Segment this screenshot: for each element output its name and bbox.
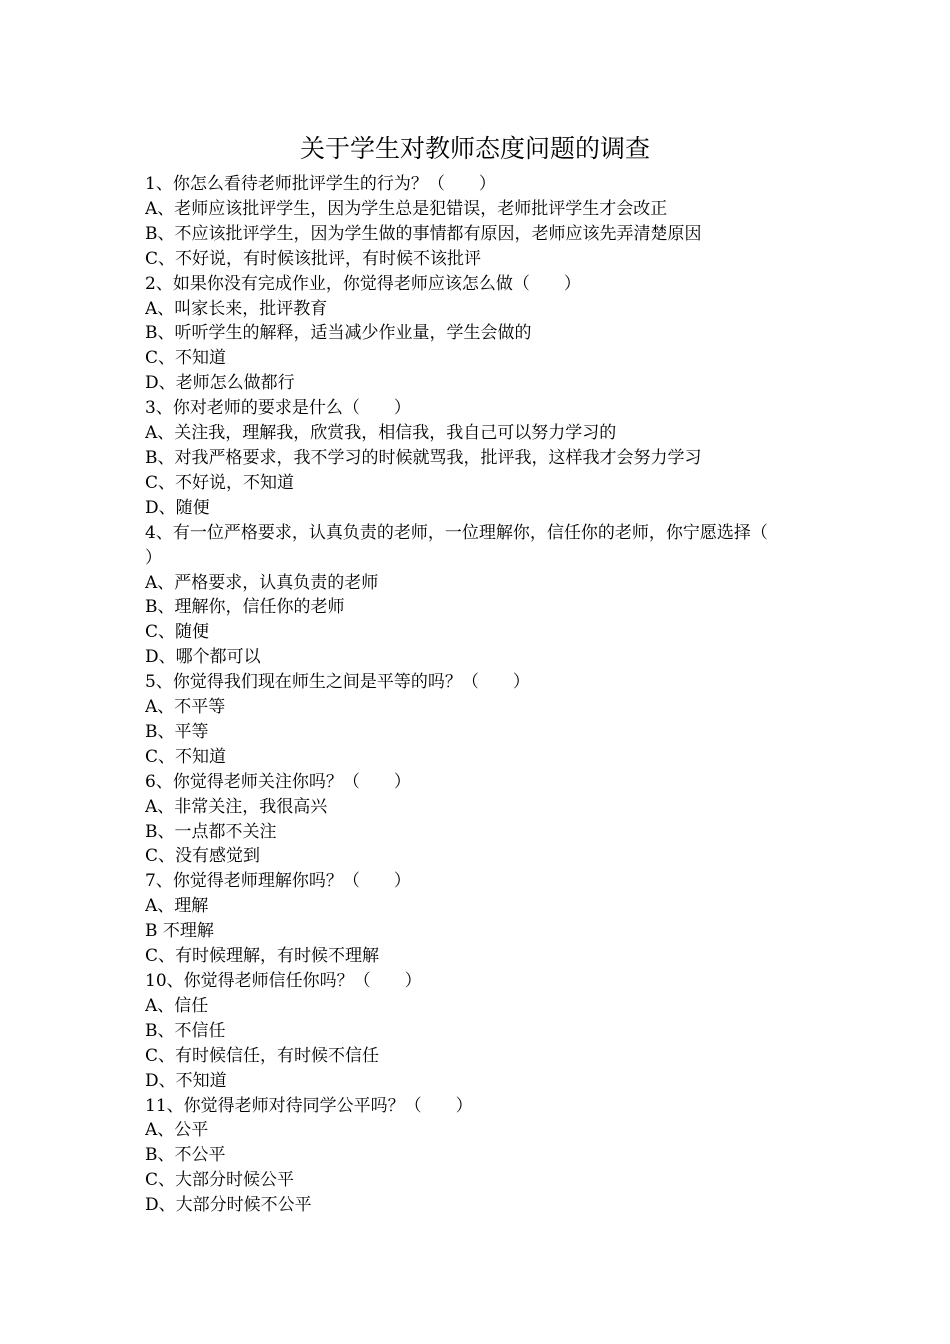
text-line: A、理解 — [145, 896, 209, 917]
text-line: C、大部分时候公平 — [145, 1170, 295, 1191]
text-line: D、大部分时候不公平 — [145, 1195, 312, 1216]
text-line: 4、有一位严格要求，认真负责的老师，一位理解你，信任你的老师，你宁愿选择（ — [145, 522, 768, 543]
text-line: A、关注我，理解我，欣赏我，相信我，我自己可以努力学习的 — [145, 423, 617, 444]
document-title: 关于学生对教师态度问题的调查 — [299, 134, 650, 163]
text-line: C、不知道 — [145, 348, 227, 369]
text-line: 10、你觉得老师信任你吗？（ ） — [145, 971, 422, 991]
text-line: C、不好说，不知道 — [145, 472, 295, 493]
text-line: A、不平等 — [145, 697, 226, 718]
text-line: B、听听学生的解释，适当减少作业量，学生会做的 — [145, 323, 532, 344]
text-line: A、非常关注，我很高兴 — [145, 796, 328, 817]
text-line: 1、你怎么看待老师批评学生的行为？（ ） — [145, 174, 496, 194]
text-line: B、一点都不关注 — [145, 821, 277, 842]
text-line: 3、你对老师的要求是什么（ ） — [145, 398, 411, 419]
text-line: C、有时候信任，有时候不信任 — [145, 1045, 380, 1066]
text-line: A、公平 — [145, 1120, 209, 1141]
text-line: 7、你觉得老师理解你吗？（ ） — [145, 871, 411, 892]
text-line: C、不好说，有时候该批评，有时候不该批评 — [145, 248, 482, 269]
text-line: C、随便 — [145, 622, 210, 643]
text-line: B、理解你，信任你的老师 — [145, 597, 345, 618]
text-line: C、没有感觉到 — [145, 846, 261, 867]
text-line: 2、如果你没有完成作业，你觉得老师应该怎么做（ ） — [145, 273, 581, 294]
text-line: B、不应该批评学生，因为学生做的事情都有原因，老师应该先弄清楚原因 — [145, 223, 702, 244]
text-line: B、平等 — [145, 721, 209, 742]
text-line: 5、你觉得我们现在师生之间是平等的吗？（ ） — [145, 672, 530, 693]
text-line: A、信任 — [145, 995, 209, 1016]
survey-body — [145, 172, 813, 1218]
text-line: A、老师应该批评学生，因为学生总是犯错误，老师批评学生才会改正 — [145, 198, 668, 219]
text-line: B、不信任 — [145, 1020, 226, 1041]
text-line: B、不公平 — [145, 1145, 226, 1166]
text-line: 11、你觉得老师对待同学公平吗？（ ） — [145, 1095, 473, 1116]
text-line: A、叫家长来，批评教育 — [145, 298, 328, 319]
text-line: 6、你觉得老师关注你吗？（ ） — [145, 771, 411, 792]
text-line: A、严格要求，认真负责的老师 — [145, 572, 379, 593]
text-line: D、随便 — [145, 497, 210, 518]
text-line: D、不知道 — [145, 1070, 227, 1091]
text-line: ） — [145, 547, 162, 568]
text-line: B 不理解 — [145, 921, 214, 942]
text-line: D、老师怎么做都行 — [145, 373, 295, 394]
text-line: B、对我严格要求，我不学习的时候就骂我，批评我，这样我才会努力学习 — [145, 447, 702, 468]
text-line: D、哪个都可以 — [145, 647, 261, 668]
text-line: C、有时候理解，有时候不理解 — [145, 946, 380, 967]
text-line: C、不知道 — [145, 746, 227, 767]
